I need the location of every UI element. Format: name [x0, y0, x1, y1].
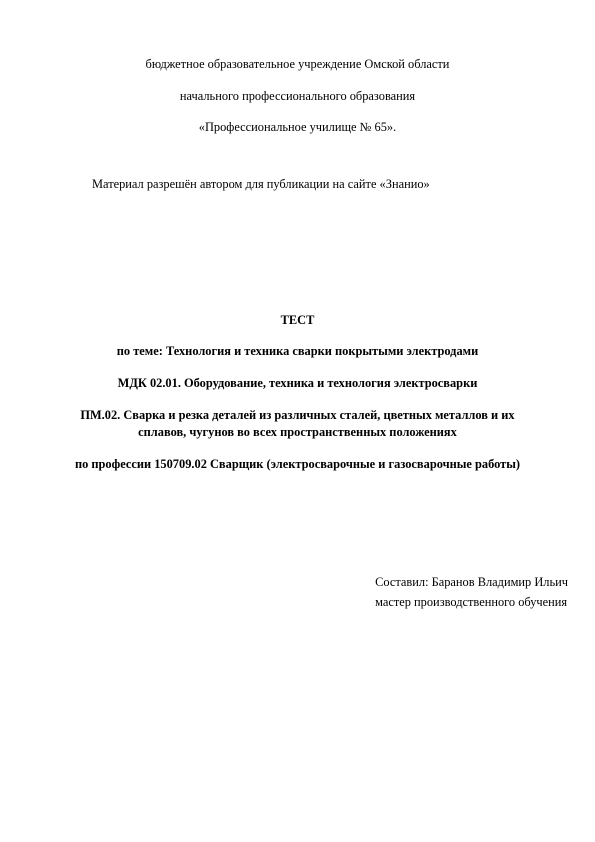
author-compiled-by: Составил: Баранов Владимир Ильич: [375, 575, 568, 589]
profession-line: по профессии 150709.02 Сварщик (электросварочные и газосварочные работы): [74, 457, 521, 471]
author-position: мастер производственного обучения: [375, 595, 568, 609]
mdk-line: МДК 02.01. Оборудование, техника и технология электросварки: [117, 376, 478, 390]
test-topic: по теме: Технология и техника сварки покрытыми электродами: [116, 344, 479, 358]
document-title: ТЕСТ: [280, 313, 315, 327]
pm-line-2: сплавов, чугунов во всех пространственных положениях: [138, 425, 457, 439]
institution-line-2: начального профессионального образования: [179, 89, 416, 103]
permission-note: Материал разрешён автором для публикации на сайте «Знанио»: [92, 177, 430, 191]
pm-line-1: ПМ.02. Сварка и резка деталей из различных сталей, цветных металлов и их: [80, 408, 515, 422]
institution-line-1: бюджетное образовательное учреждение Омской области: [145, 57, 450, 71]
author-block: [375, 572, 568, 612]
institution-line-3: «Профессиональное училище № 65».: [198, 120, 397, 134]
